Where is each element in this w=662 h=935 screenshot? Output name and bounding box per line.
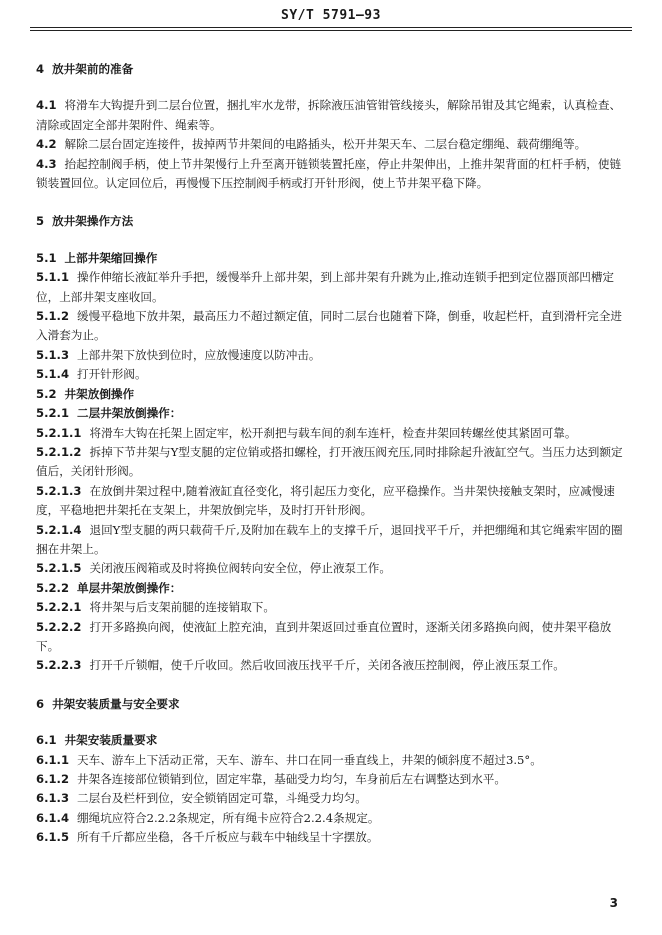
subsection-heading-5-2: 5.2 井架放倒操作 (36, 386, 135, 401)
clause-5-2-1-1: 5.2.1.1 将滑车大钩在托架上固定牢，松开刹把与载车间的刹车连杆，检查井架回转螺丝使其紧固可靠。 (36, 425, 577, 440)
clause-5-2-1-4: 5.2.1.4 退回Y型支腿的两只载荷千斤,及附加在载车上的支撑千斤，退回找平千斤，并把绷绳和其它绳索牢固的圈捆在井架上。 (36, 522, 623, 556)
clause-5-2-1-5: 5.2.1.5 关闭液压阀箱或及时将换位阀转向安全位，停止液泵工作。 (36, 561, 391, 576)
clause-5-2-2-3: 5.2.2.3 打开千斤锁帽，使千斤收回。然后收回液压找平千斤，关闭各液压控制阀，停止液压泵工作。 (36, 658, 565, 673)
section-heading-5: 5 放井架操作方法 (36, 214, 134, 229)
document-code: SY/T 5791—93 (281, 8, 381, 23)
clause-5-2-1-2: 5.2.1.2 拆掉下节井架与Y型支腿的定位销或搭扣螺栓，打开液压阀充压,同时排除起升液缸空气。当压力达到额定值后，关闭针形阀。 (36, 444, 623, 479)
clause-5-1-4: 5.1.4 打开针形阀。 (36, 367, 147, 382)
clause-6-1-3: 6.1.3 二层台及栏杆到位，安全锁销固定可靠，斗绳受力均匀。 (36, 791, 367, 806)
clause-5-1-3: 5.1.3 上部井架下放快到位时，应放慢速度以防冲击。 (36, 347, 321, 362)
document-body (36, 60, 630, 848)
subsection-heading-5-2-2: 5.2.2 单层井架放倒操作： (36, 580, 182, 595)
clause-6-1-2: 6.1.2 井架各连接部位锁销到位，固定牢靠，基础受力均匀，车身前后左右调整达到水平。 (36, 772, 506, 786)
clause-4-3: 4.3 抬起控制阀手柄，使上节井架慢行上升至离开链锁装置托座，停止井架伸出，上推井架背面的杠杆手柄，使链锁装置回位。认定回位后，再慢慢下压控制阀手柄或打开针形阀，使上节井架平稳下降。 (36, 156, 622, 191)
clause-5-2-1-3: 5.2.1.3 在放倒井架过程中,随着液缸直径变化，将引起压力变化，应平稳操作。当井架快接触支架时，应减慢速度，平稳地把井架托在支架上，井架放倒完毕，及时打开针形阀。 (36, 483, 615, 518)
header-rule-secondary (30, 30, 632, 31)
clause-5-1-2: 5.1.2 缓慢平稳地下放井架，最高压力不超过额定值，同时二层台也随着下降，倒垂，收起栏杆，直到滑杆完全进入滑套为止。 (36, 309, 622, 343)
subsection-heading-5-2-1: 5.2.1 二层井架放倒操作： (36, 406, 182, 421)
clause-4-1: 4.1 将滑车大钩提升到二层台位置，捆扎牢水龙带，拆除液压油管钳管线接头，解除吊钳及其它绳索，认真检查、清除或固定全部井架附件、绳索等。 (36, 98, 622, 132)
section-heading-4: 4 放井架前的准备 (36, 62, 134, 76)
header-rule (30, 27, 632, 28)
clause-6-1-1: 6.1.1 天车、游车上下活动正常，天车、游车、井口在同一垂直线上，井架的倾斜度不超过3.5°。 (36, 752, 542, 767)
subsection-heading-5-1: 5.1 上部井架缩回操作 (36, 250, 158, 265)
clause-5-2-2-2: 5.2.2.2 打开多路换向阀，使液缸上腔充油，直到井架返回过垂直位置时，逐渐关闭多路换向阀，使井架平稳放下。 (36, 619, 612, 653)
clause-5-1-1: 5.1.1 操作伸缩长液缸举升手把，缓慢举升上部井架，到上部井架有升跳为止,推动连锁手把到定位器顶部凹槽定位，上部井架支座收回。 (36, 270, 615, 304)
page-number: 3 (609, 896, 618, 910)
subsection-heading-6-1: 6.1 井架安装质量要求 (36, 733, 158, 748)
clause-5-2-2-1: 5.2.2.1 将井架与后支架前腿的连接销取下。 (36, 600, 275, 615)
clause-6-1-4: 6.1.4 绷绳坑应符合2.2.2条规定，所有绳卡应符合2.2.4条规定。 (36, 810, 380, 825)
section-heading-6: 6 井架安装质量与安全要求 (36, 696, 180, 711)
clause-6-1-5: 6.1.5 所有千斤都应坐稳，各千斤板应与载车中轴线呈十字摆放。 (36, 830, 379, 845)
clause-4-2: 4.2 解除二层台固定连接件，拔掉两节井架间的电路插头，松开井架天车、二层台稳定绷绳、载荷绷绳等。 (36, 137, 587, 152)
